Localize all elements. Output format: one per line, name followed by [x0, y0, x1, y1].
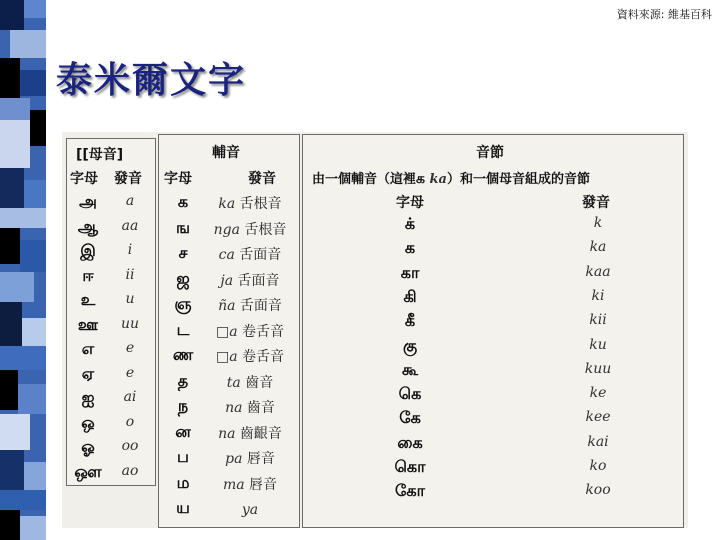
consonant-sound	[204, 499, 296, 518]
consonant-description: 舌根音	[239, 221, 287, 238]
consonant-letter: ச	[178, 243, 188, 262]
vowels-header: [[母音]	[76, 147, 124, 163]
consonant-romanization: pa	[225, 451, 243, 467]
consonant-sound	[204, 423, 296, 443]
vowel-letter: அ	[79, 192, 97, 211]
consonant-romanization: □a	[215, 349, 238, 365]
syllable-sound: kai	[587, 433, 609, 450]
consonant-sound	[204, 295, 296, 315]
consonant-description: 唇音	[244, 476, 278, 493]
consonant-sound	[204, 448, 296, 468]
consonant-description: 舌面音	[233, 272, 280, 289]
consonant-sound	[204, 474, 296, 494]
syllable-letter: கை	[397, 432, 423, 452]
vowel-letter: ஐ	[81, 388, 95, 407]
vowel-letter: ஓ	[81, 437, 95, 456]
syllable-sound: kuu	[584, 360, 612, 377]
consonant-romanization: na	[225, 400, 243, 416]
consonant-description: 舌面音	[234, 247, 282, 263]
syllable-sound: kii	[589, 312, 607, 329]
consonant-letter: த	[177, 370, 189, 390]
syllable-letter: கூ	[401, 359, 419, 379]
consonant-letter: ப	[177, 447, 189, 466]
consonant-sound	[204, 219, 296, 239]
vowel-sound: ao	[121, 462, 139, 479]
syllable-sound: koo	[585, 482, 611, 499]
consonant-letter: ன	[175, 421, 191, 441]
consonant-letter: ய	[176, 498, 190, 517]
vowel-letter: இ	[80, 241, 96, 260]
consonants-col-letter: 字母	[164, 171, 192, 187]
syllable-sound: kaa	[585, 263, 611, 280]
consonants-header: 輔音	[212, 145, 240, 161]
syllable-letter: கா	[400, 262, 420, 282]
subheader-post: ）和一個母音組成的音節	[446, 172, 590, 187]
consonant-letter: ங	[175, 217, 190, 237]
consonant-sound	[204, 244, 296, 264]
vowel-sound: i	[127, 242, 133, 258]
consonant-description: 卷舌音	[237, 323, 285, 340]
consonant-romanization: nga	[213, 221, 240, 238]
vowel-sound: ai	[123, 389, 137, 405]
syllable-letter: கொ	[394, 457, 426, 476]
syllables-header: 音節	[476, 145, 504, 161]
consonant-letter: ண	[172, 345, 194, 364]
syllable-sound: ku	[589, 336, 607, 353]
consonant-romanization: ña	[218, 298, 236, 314]
vowel-letter: எ	[81, 339, 95, 358]
syllable-sound: k	[593, 215, 603, 231]
vowel-letter: ஏ	[81, 363, 95, 383]
consonant-description: 齒齦音	[235, 425, 282, 442]
consonant-sound	[204, 346, 296, 366]
vowel-sound: uu	[120, 315, 140, 332]
syllable-letter: க்	[404, 214, 416, 233]
consonant-letter: க	[177, 192, 189, 211]
syllables-col-letter: 字母	[396, 195, 424, 211]
consonant-sound	[204, 372, 296, 392]
consonant-sound	[204, 193, 296, 213]
consonant-description: 卷舌音	[237, 349, 285, 365]
syllable-letter: கு	[402, 335, 418, 355]
vowel-letter: ஆ	[77, 216, 99, 236]
consonant-sound	[204, 397, 296, 417]
syllables-col-sound: 發音	[582, 195, 610, 211]
syllable-letter: கே	[399, 408, 421, 428]
consonant-romanization: na	[218, 425, 236, 442]
consonant-letter: ந	[177, 396, 189, 415]
vowels-col-sound: 發音	[114, 171, 142, 187]
vowel-sound: oo	[121, 438, 139, 454]
consonant-romanization: □a	[215, 323, 238, 340]
subheader-rom: ka	[429, 172, 447, 187]
consonant-description: 舌面音	[235, 298, 282, 314]
tamil-script-table	[62, 132, 688, 528]
consonant-romanization: ma	[222, 476, 245, 493]
vowel-sound: o	[125, 413, 135, 430]
syllable-letter: க	[404, 238, 416, 258]
consonant-description: 齒音	[242, 400, 275, 416]
consonant-sound	[204, 321, 296, 341]
syllables-subheader	[312, 168, 590, 189]
syllable-letter: கோ	[395, 481, 425, 501]
vowel-sound: ii	[125, 266, 135, 283]
syllable-letter: கெ	[398, 384, 422, 404]
consonant-romanization: ja	[220, 272, 234, 289]
vowel-sound: e	[125, 364, 135, 381]
consonant-romanization: ka	[218, 196, 236, 212]
vowels-box	[66, 138, 156, 486]
consonant-letter: ஜ	[176, 268, 190, 288]
vowel-letter: ஊ	[77, 314, 99, 334]
decorative-stripe	[0, 0, 46, 540]
vowel-sound: u	[125, 291, 135, 307]
vowel-letter: ஒ	[81, 412, 95, 432]
syllable-sound: ka	[589, 239, 607, 256]
vowels-col-letter: 字母	[70, 171, 98, 187]
consonant-letter: ம	[176, 472, 190, 492]
consonant-letter: ஞ	[174, 294, 192, 313]
consonant-romanization: ta	[226, 374, 241, 391]
syllable-letter: கி	[403, 286, 417, 306]
subheader-pre: 由一個輔音（這裡	[312, 172, 417, 187]
consonant-romanization: ya	[241, 502, 259, 518]
page-title: 泰米爾文字	[56, 59, 247, 101]
vowel-letter: ஔ	[74, 461, 102, 481]
syllable-letter: கீ	[404, 311, 416, 331]
subheader-letter: க	[416, 171, 425, 187]
consonant-romanization: ca	[218, 247, 235, 263]
source-caption: 資料來源: 維基百科	[616, 8, 712, 21]
vowel-letter: உ	[80, 290, 96, 309]
syllable-sound: kee	[585, 409, 611, 426]
consonant-letter: ட	[176, 319, 190, 339]
syllable-sound: ke	[589, 385, 607, 402]
syllable-sound: ki	[591, 287, 605, 304]
consonant-description: 齒音	[240, 374, 274, 391]
vowel-sound: aa	[121, 217, 139, 234]
vowel-sound: a	[125, 193, 135, 209]
consonants-col-sound: 發音	[248, 171, 276, 187]
vowel-sound: e	[125, 340, 135, 356]
syllable-sound: ko	[589, 458, 607, 474]
consonant-sound	[204, 270, 296, 290]
consonant-description: 唇音	[242, 451, 275, 467]
vowel-letter: ஈ	[82, 265, 94, 285]
consonant-description: 舌根音	[235, 196, 282, 212]
